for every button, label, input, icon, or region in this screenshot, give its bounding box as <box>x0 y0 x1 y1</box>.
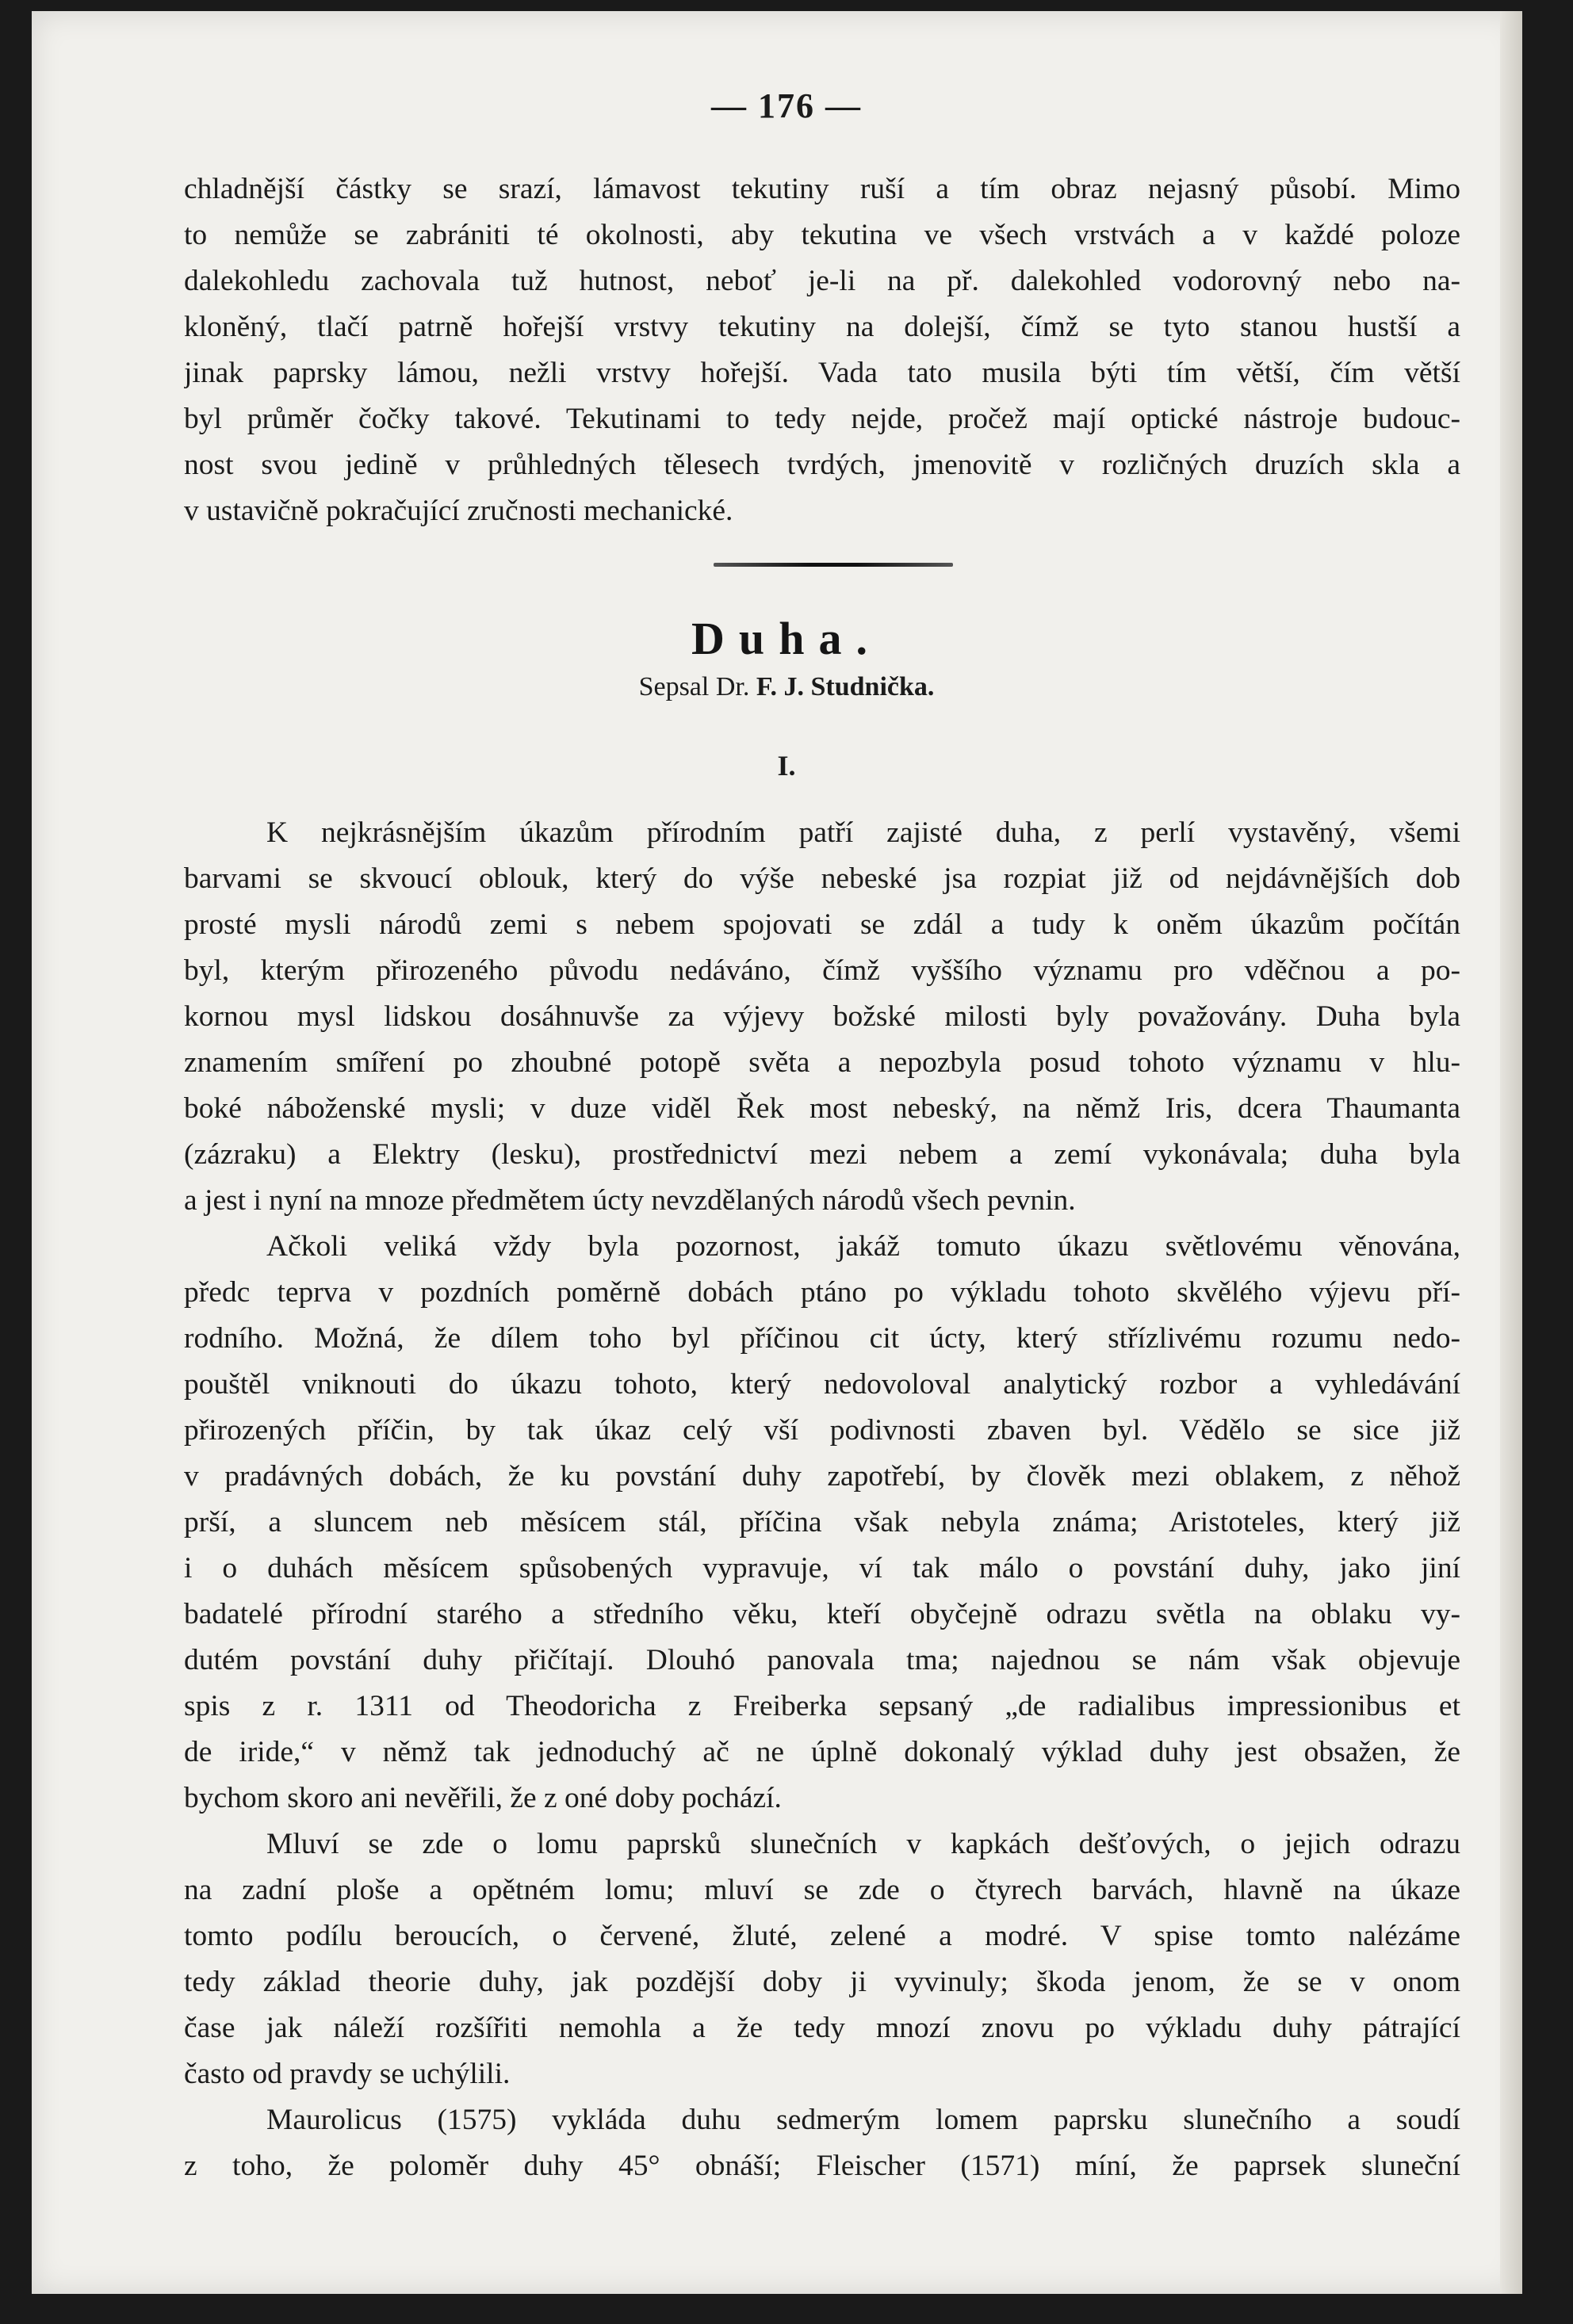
text-line: v pradávných dobách, že ku povstání duhy zapotřebí, by člověk mezi oblakem, z něhož <box>184 1460 1460 1493</box>
text-line: i o duhách měsícem spůsobených vypravuje, ví tak málo o povstání duhy, jako jiní <box>184 1552 1460 1584</box>
text-line: prší, a sluncem neb měsícem stál, příčina však nebyla známa; Aristoteles, který již <box>184 1506 1460 1539</box>
article-byline <box>0 672 1573 702</box>
text-line: de iride,“ v němž tak jednoduchý ač ne úplně dokonalý výklad duhy jest obsažen, že <box>184 1736 1460 1768</box>
text-line: přirozených příčin, by tak úkaz celý vší podivnosti zbaven byl. Vědělo se sice již <box>184 1414 1460 1447</box>
text-line: byl, kterým přirozeného původu nedáváno, čímž vyššího významu pro vděčnou a po- <box>184 954 1460 987</box>
page-number: — 176 — <box>711 86 862 125</box>
article-body <box>184 810 1460 2189</box>
text-line: tomto podílu beroucích, o červené, žluté, zelené a modré. V spise tomto nalézáme <box>184 1920 1460 1952</box>
text-line: to nemůže se zabrániti té okolnosti, aby tekutina ve všech vrstvách a v každé poloze <box>184 219 1460 251</box>
page-edge <box>1500 11 1522 2294</box>
text-line: boké náboženské mysli; v duze viděl Řek most nebeský, na němž Iris, dcera Thaumanta <box>184 1092 1460 1125</box>
text-line: kornou mysl lidskou dosáhnuvše za výjevy božské milosti byly považovány. Duha byla <box>184 1000 1460 1033</box>
text-line: dalekohledu zachovala tuž hutnost, neboť je-li na př. dalekohled vodorovný nebo na- <box>184 265 1460 297</box>
text-line: předc teprva v pozdních poměrně dobách ptáno po výkladu tohoto skvělého výjevu pří- <box>184 1276 1460 1309</box>
text-line: Ačkoli veliká vždy byla pozornost, jakáž tomuto úkazu světlovému věnována, <box>266 1230 1460 1263</box>
text-line: spis z r. 1311 od Theodoricha z Freiberka sepsaný „de radialibus impressionibus et <box>184 1690 1460 1722</box>
byline-author: F. J. Studnička. <box>756 672 935 701</box>
text-line: (zázraku) a Elektry (lesku), prostřednictví mezi nebem a zemí vykonávala; duha byla <box>184 1138 1460 1171</box>
byline-prefix: Sepsal Dr. <box>638 672 750 701</box>
section-number: I. <box>777 750 796 782</box>
text-line: znamením smíření po zhoubné potopě světa a nepozbyla posud tohoto významu v hlu- <box>184 1046 1460 1079</box>
text-line: barvami se skvoucí oblouk, který do výše nebeské jsa rozpiat již od nejdávnějších dob <box>184 862 1460 895</box>
article-title: Duha. <box>691 613 882 664</box>
text-line: čase jak náleží rozšířiti nemohla a že tedy mnozí znovu po výkladu duhy pátrající <box>184 2012 1460 2044</box>
text-line: bychom skoro ani nevěřili, že z oné doby pochází. <box>184 1782 782 1814</box>
text-line: K nejkrásnějším úkazům přírodním patří zajisté duha, z perlí vystavěný, všemi <box>266 816 1460 849</box>
section-divider <box>714 563 953 567</box>
text-line: Maurolicus (1575) vykláda duhu sedmerým lomem paprsku slunečního a soudí <box>266 2104 1460 2136</box>
text-line: dutém povstání duhy přičítají. Dlouhó panovala tma; najednou se nám však objevuje <box>184 1644 1460 1676</box>
text-line: a jest i nyní na mnoze předmětem úcty nevzdělaných národů všech pevnin. <box>184 1184 1076 1217</box>
text-line: rodního. Možná, že dílem toho byl příčinou cit úcty, který střízlivému rozumu nedo- <box>184 1322 1460 1355</box>
text-line: na zadní ploše a opětném lomu; mluví se zde o čtyrech barvách, hlavně na úkaze <box>184 1874 1460 1906</box>
top-paragraph <box>184 166 1460 534</box>
text-line: nost svou jedině v průhledných tělesech tvrdých, jmenovitě v rozličných druzích skla a <box>184 449 1460 481</box>
text-line: kloněný, tlačí patrně hořejší vrstvy tekutiny na dolejší, čímž se tyto stanou hustší a <box>184 311 1460 343</box>
text-line: badatelé přírodní starého a středního věku, kteří obyčejně odrazu světla na oblaku vy- <box>184 1598 1460 1630</box>
text-line: z toho, že poloměr duhy 45° obnáší; Fleischer (1571) míní, že paprsek sluneční <box>184 2150 1460 2182</box>
text-line: v ustavičně pokračující zručnosti mechanické. <box>184 495 733 527</box>
text-line: jinak paprsky lámou, nežli vrstvy hořejší. Vada tato musila býti tím větší, čím větší <box>184 357 1460 389</box>
text-line: chladnější částky se srazí, lámavost tekutiny ruší a tím obraz nejasný působí. Mimo <box>184 173 1460 205</box>
text-line: často od pravdy se uchýlili. <box>184 2058 511 2090</box>
text-line: byl průměr čočky takové. Tekutinami to tedy nejde, pročež mají optické nástroje budouc- <box>184 403 1460 435</box>
text-line: Mluví se zde o lomu paprsků slunečních v kapkách dešťových, o jejich odrazu <box>266 1828 1460 1860</box>
text-line: prosté mysli národů zemi s nebem spojovati se zdál a tudy k oněm úkazům počítán <box>184 908 1460 941</box>
text-line: pouštěl vniknouti do úkazu tohoto, který nedovoloval analytický rozbor a vyhledávání <box>184 1368 1460 1401</box>
text-line: tedy základ theorie duhy, jak pozdější doby ji vyvinuly; škoda jenom, že se v onom <box>184 1966 1460 1998</box>
